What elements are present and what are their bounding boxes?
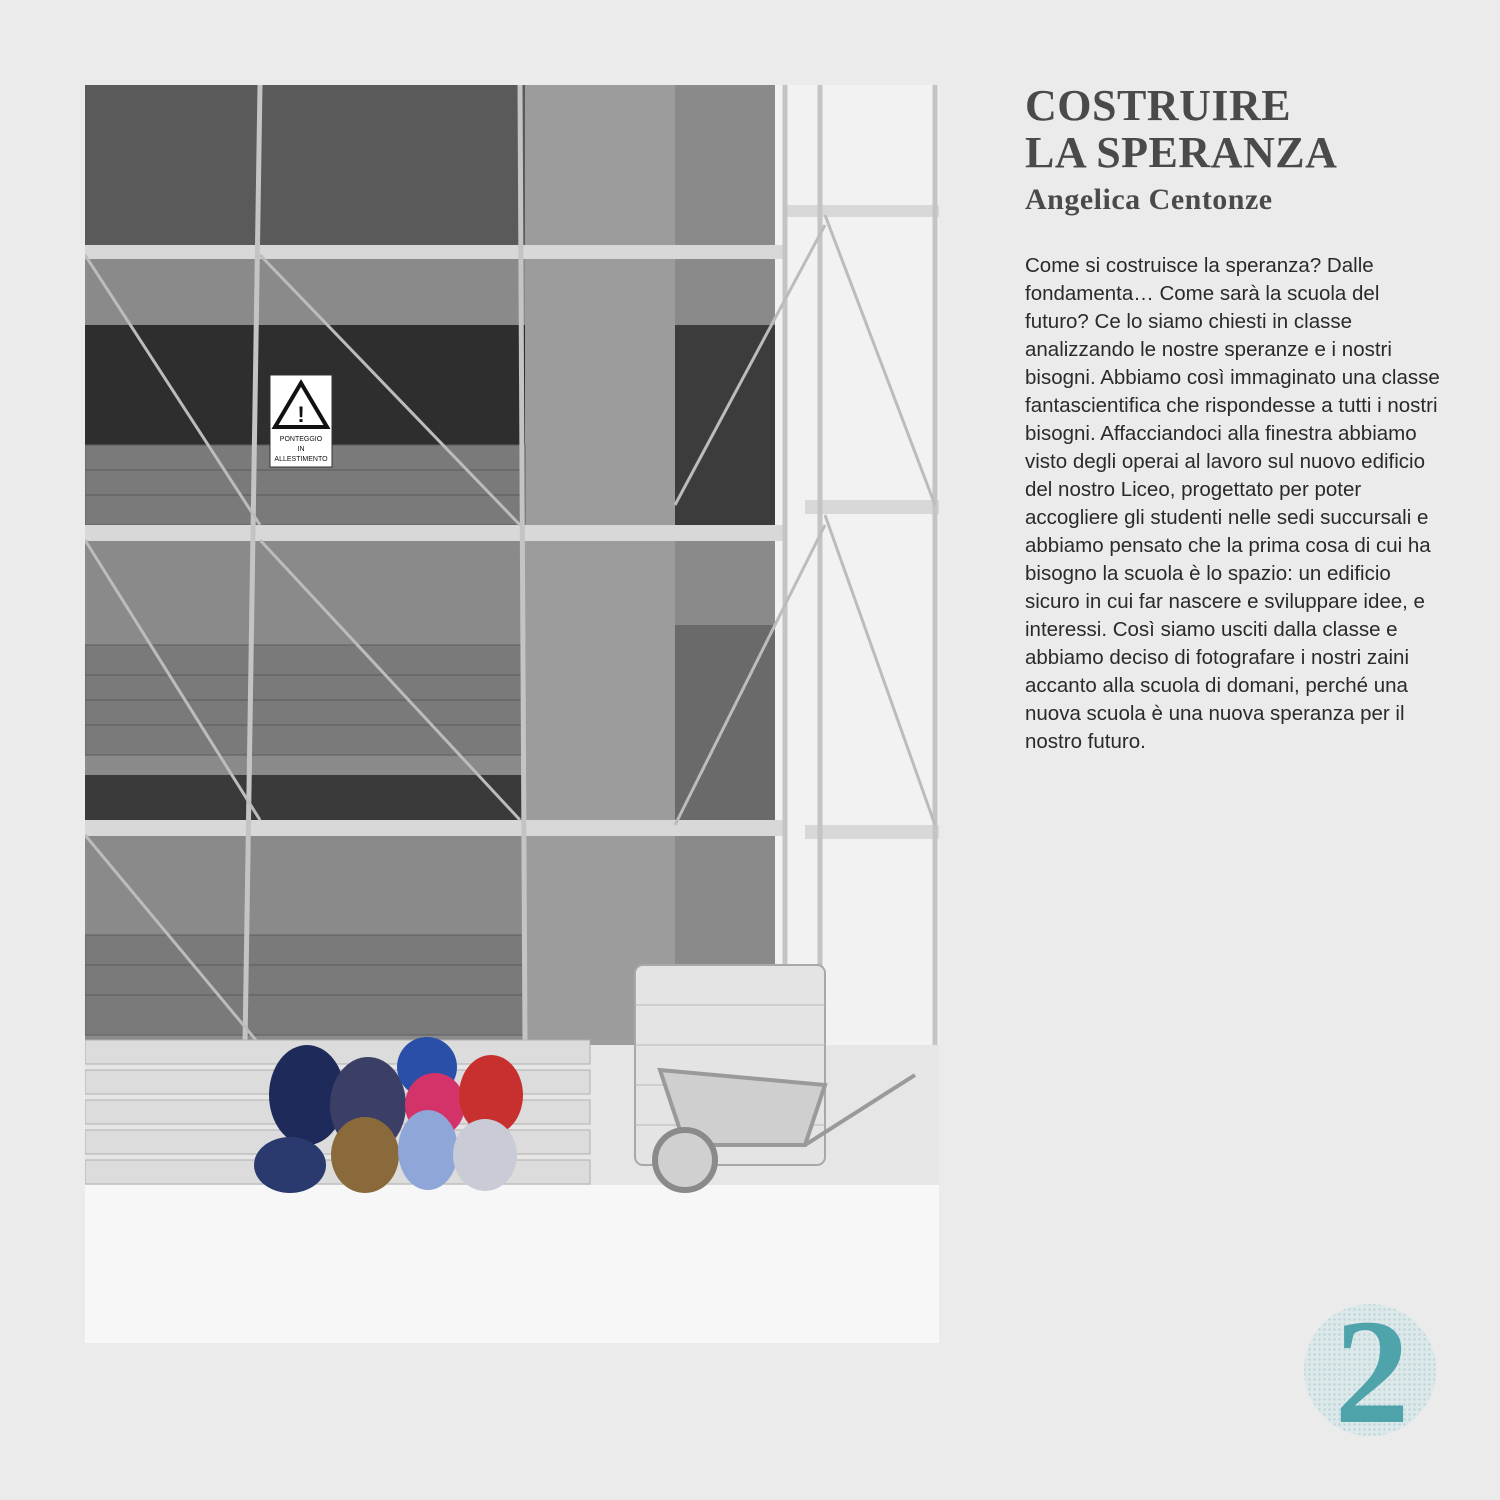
- article-author: Angelica Centonze: [1025, 183, 1273, 216]
- article-title: [1025, 82, 1465, 176]
- article-body: Come si costruisce la speranza? Dalle fondamenta… Come sarà la scuola del futuro? Ce lo siamo chiesti in classe analizzando le nostre speranze e i nostri bisogni. Abbiamo così immaginato una classe fantascientifica che rispondesse a tutti i nostri bisogni. Affacciandoci alla finestra abbiamo visto degli operai al lavoro sul nuovo edificio del nostro Liceo, progettato per poter accogliere gli studenti nelle sedi succursali e abbiamo pensato che la prima cosa di cui ha bisogno la scuola è lo spazio: un edificio sicuro in cui far nascere e sviluppare idee, e interessi. Così siamo usciti dalla classe e abbiamo deciso di fotografare i nostri zaini accanto alla scuola di domani, perché una nuova scuola è una nuova speranza per il nostro futuro.: [1025, 254, 1440, 753]
- sign-text-1: PONTEGGIO: [279, 436, 323, 443]
- svg-text:!: !: [297, 402, 305, 427]
- backpack: [254, 1137, 326, 1193]
- page-number: 2: [1334, 1302, 1410, 1438]
- title-block: [1025, 82, 1465, 218]
- backpack: [398, 1110, 458, 1190]
- photo-construction-site: [85, 85, 939, 1343]
- backpack: [453, 1119, 517, 1191]
- backpack: [331, 1117, 399, 1193]
- page-number-badge: [1302, 1302, 1438, 1438]
- article-title-line-1: COSTRUIRE: [1025, 81, 1292, 130]
- sign-text-3: ALLESTIMENTO: [274, 456, 328, 463]
- sign-text-2: IN: [297, 446, 305, 453]
- article-title-line-2: LA SPERANZA: [1025, 128, 1338, 177]
